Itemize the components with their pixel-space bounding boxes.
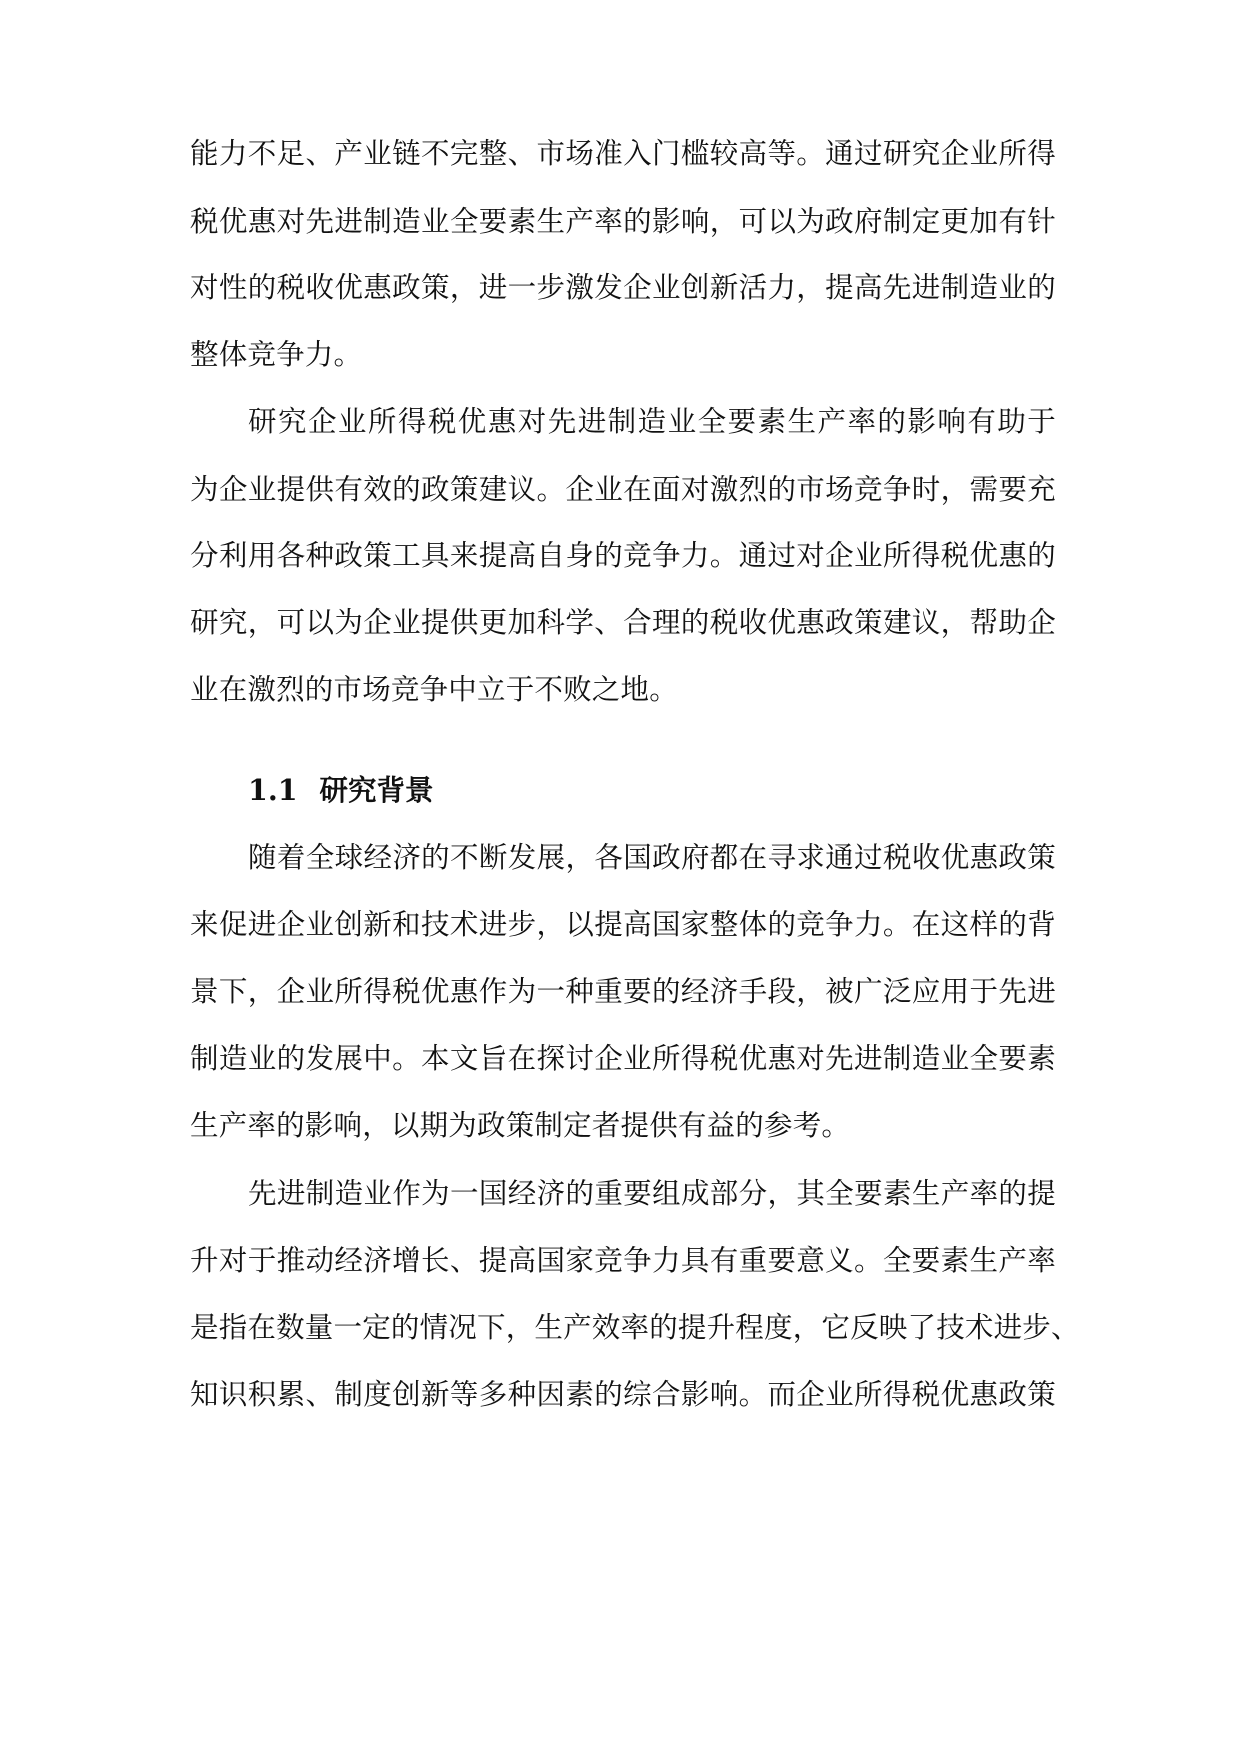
text-line: 是指在数量一定的情况下，生产效率的提升程度，它反映了技术进步、 <box>190 1311 1080 1344</box>
text-line: 先进制造业作为一国经济的重要组成部分，其全要素生产率的提 <box>248 1177 1056 1210</box>
text-line: 整体竞争力。 <box>190 338 363 371</box>
text-line: 研究企业所得税优惠对先进制造业全要素生产率的影响有助于 <box>248 405 1056 438</box>
text-line: 业在激烈的市场竞争中立于不败之地。 <box>190 673 678 706</box>
text-line: 为企业提供有效的政策建议。企业在面对激烈的市场竞争时，需要充 <box>190 473 1056 506</box>
text-line: 知识积累、制度创新等多种因素的综合影响。而企业所得税优惠政策 <box>190 1378 1056 1411</box>
text-line: 分利用各种政策工具来提高自身的竞争力。通过对企业所得税优惠的 <box>190 539 1056 572</box>
section-title: 研究背景 <box>319 773 434 807</box>
text-line: 能力不足、产业链不完整、市场准入门槛较高等。通过研究企业所得 <box>190 137 1056 170</box>
section-heading <box>248 770 434 810</box>
text-line: 生产率的影响，以期为政策制定者提供有益的参考。 <box>190 1109 851 1142</box>
text-line: 景下，企业所得税优惠作为一种重要的经济手段，被广泛应用于先进 <box>190 975 1056 1008</box>
text-line: 研究，可以为企业提供更加科学、合理的税收优惠政策建议，帮助企 <box>190 606 1056 639</box>
text-line: 制造业的发展中。本文旨在探讨企业所得税优惠对先进制造业全要素 <box>190 1042 1056 1075</box>
text-line: 来促进企业创新和技术进步，以提高国家整体的竞争力。在这样的背 <box>190 908 1056 941</box>
section-number: 1.1 <box>248 773 298 807</box>
text-line: 随着全球经济的不断发展，各国政府都在寻求通过税收优惠政策 <box>248 841 1056 874</box>
text-line: 对性的税收优惠政策，进一步激发企业创新活力，提高先进制造业的 <box>190 271 1056 304</box>
text-line: 升对于推动经济增长、提高国家竞争力具有重要意义。全要素生产率 <box>190 1244 1056 1277</box>
text-line: 税优惠对先进制造业全要素生产率的影响，可以为政府制定更加有针 <box>190 205 1056 238</box>
